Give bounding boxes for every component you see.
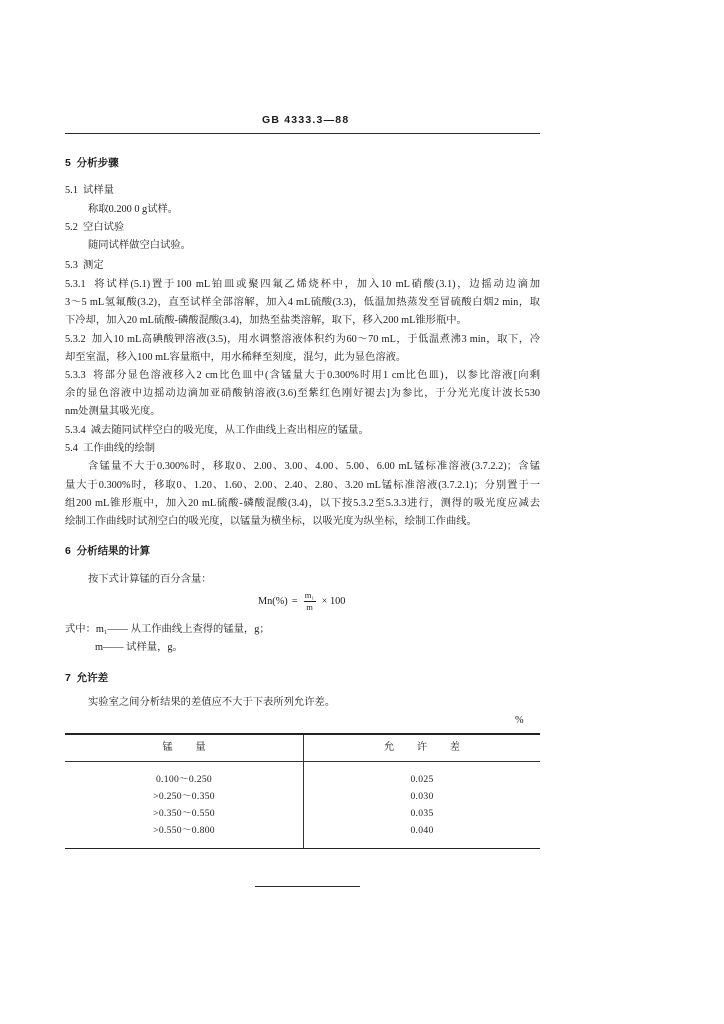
- section-5-3-2-line: 5.3.2 加入10 mL高碘酸钾溶液(3.5)，用水调整溶液体积约为60～70 mL，于低温煮沸3 min，取下，冷: [65, 334, 540, 345]
- table-cell-range: >0.250～0.350: [153, 791, 215, 802]
- formula-numerator: m₁: [304, 589, 315, 600]
- table-unit: %: [515, 715, 524, 726]
- header-rule: [65, 133, 540, 134]
- section-5-4-title: 5.4 工作曲线的绘制: [65, 443, 156, 454]
- section-6-title: 6 分析结果的计算: [65, 545, 151, 557]
- table-cell-tolerance: 0.030: [410, 791, 434, 802]
- table-cell-range: 0.100～0.250: [155, 774, 213, 785]
- section-5-3-2-line: 却至室温，移入100 mL容量瓶中，用水稀释至刻度，混匀，此为显色溶液。: [65, 352, 407, 363]
- section-5-3-1-line: 下冷却，加入20 mL硫酸-磷酸混酸(3.4)，加热至盐类溶解，取下，移入200 mL锥形瓶中。: [65, 315, 467, 326]
- tolerance-table: [65, 733, 540, 849]
- section-5-3-title: 5.3 测定: [65, 260, 104, 271]
- standard-number: GB 4333.3—88: [262, 114, 350, 126]
- table-header-rule: [65, 761, 540, 762]
- section-5-4-line: 含锰量不大于0.300%时，移取0、2.00、3.00、4.00、5.00、6.00 mL锰标准溶液(3.7.2.2)；含锰: [88, 461, 540, 472]
- formula-equals: =: [291, 595, 298, 607]
- section-5-3-3-line: 5.3.3 将部分显色溶液移入2 cm比色皿中(含锰量大于0.300%时用1 cm比色皿)，以参比溶液[向剩: [65, 370, 540, 381]
- table-cell-range: >0.350～0.550: [153, 808, 215, 819]
- section-5-4-line: 组200 mL锥形瓶中，加入20 mL硫酸-磷酸混酸(3.4)，以下按5.3.2至5.3.3进行，测得的吸光度应减去: [65, 498, 540, 509]
- section-5-4-line: 量大于0.300%时，移取0、1.20、1.60、2.00、2.40、2.80、3.20 mL锰标准溶液(3.7.2.1)；分别置于一: [65, 480, 540, 491]
- table-header-manganese: 锰量: [162, 742, 229, 753]
- section-5-3-3-line: 余的显色溶液中边摇动边滴加亚硝酸钠溶液(3.6)至紫红色刚好褪去]为参比，于分光光度计波长530: [65, 388, 540, 399]
- section-6-intro: 按下式计算锰的百分含量：: [88, 574, 212, 585]
- table-cell-range: >0.550～0.800: [153, 825, 215, 836]
- formula: [258, 589, 345, 613]
- formula-fraction: [304, 591, 316, 612]
- section-7-intro: 实验室之间分析结果的差值应不大于下表所列允许差。: [88, 697, 336, 708]
- formula-where-line: 式中：m₁—— 从工作曲线上查得的锰量，g；: [65, 624, 270, 635]
- table-cell-tolerance: 0.040: [410, 825, 434, 836]
- formula-lhs: Mn(%): [258, 595, 288, 607]
- section-5-3-4-line: 5.3.4 减去随同试样空白的吸光度，从工作曲线上查出相应的锰量。: [65, 425, 369, 436]
- table-cell-tolerance: 0.035: [410, 808, 434, 819]
- table-header-tolerance: 允许差: [383, 742, 483, 753]
- formula-denominator: m: [306, 601, 313, 612]
- section-5-1-body: 称取0.200 0 g试样。: [88, 204, 179, 215]
- table-cell-tolerance: 0.025: [410, 774, 434, 785]
- formula-rhs: × 100: [321, 595, 346, 607]
- end-rule: [255, 886, 360, 887]
- section-5-1-title: 5.1 试样量: [65, 185, 114, 196]
- section-5-2-body: 随同试样做空白试验。: [88, 240, 191, 251]
- section-7-title: 7 允许差: [65, 672, 109, 684]
- section-5-4-line: 绘制工作曲线时试剂空白的吸光度，以锰量为横坐标，以吸光度为纵坐标，绘制工作曲线。: [65, 516, 477, 527]
- section-5-2-title: 5.2 空白试验: [65, 222, 125, 233]
- section-5-3-1-line: 5.3.1 将试样(5.1)置于100 mL铂皿或聚四氟乙烯烧杯中，加入10 mL硝酸(3.1)，边摇动边滴加: [65, 279, 540, 290]
- section-5-3-1-line: 3～5 mL氢氟酸(3.2)，直至试样全部溶解，加入4 mL硫酸(3.3)，低温加热蒸发至冒硫酸白烟2 min，取: [65, 297, 540, 308]
- section-5-title: 5 分析步骤: [65, 157, 119, 169]
- section-5-3-3-line: nm处测量其吸光度。: [65, 406, 161, 417]
- formula-where-line: m—— 试样量，g。: [95, 642, 183, 653]
